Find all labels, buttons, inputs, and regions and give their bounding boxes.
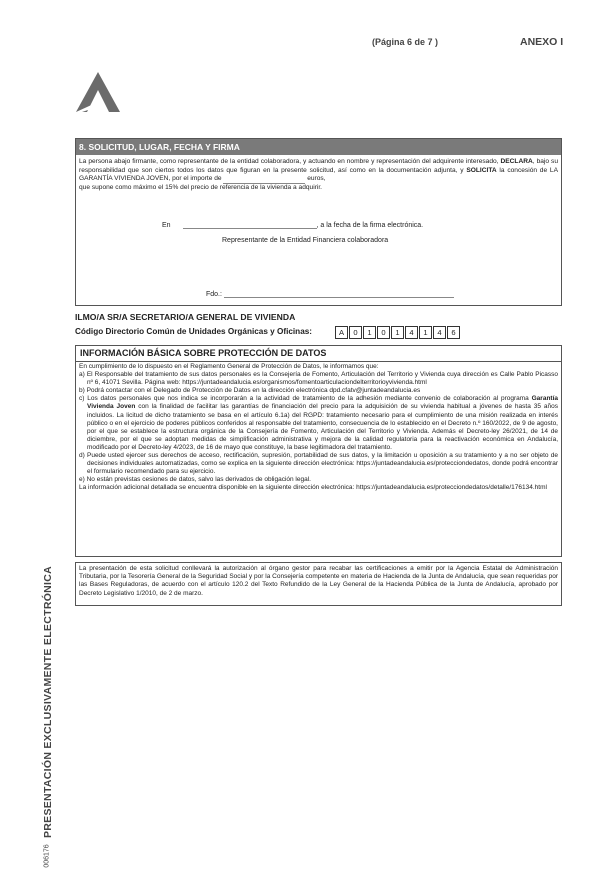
code-char: 1 bbox=[363, 326, 376, 339]
declaration-part-1: La persona abajo firmante, como representante de la entidad colaboradora, y actuando en nombre y representación del adquirente interesado, bbox=[79, 158, 501, 165]
data-protection-title: INFORMACIÓN BÁSICA SOBRE PROTECCIÓN DE DATOS bbox=[76, 346, 561, 362]
authorization-note-box bbox=[75, 562, 562, 606]
declara-word: DECLARA bbox=[500, 158, 533, 165]
declaration-text bbox=[76, 155, 561, 192]
date-text: , a la fecha de la firma electrónica. bbox=[316, 222, 424, 229]
declaration-part-2: , bajo su responsabilidad que son ciertos todos los datos que figuran en la presente solicitud, así como en la documentación adjunta, y bbox=[79, 158, 558, 174]
place-date-row bbox=[162, 222, 423, 229]
place-field[interactable] bbox=[183, 228, 317, 229]
annex-label: ANEXO I bbox=[520, 36, 564, 48]
code-char: A bbox=[335, 326, 348, 339]
code-char: 0 bbox=[349, 326, 362, 339]
euros-label: euros, bbox=[305, 175, 326, 183]
document-code: 006176 bbox=[43, 844, 51, 868]
declaration-part-4: que supone como máximo el 15% del precio de referencia de la vivienda a adquirir. bbox=[79, 183, 323, 191]
en-label: En bbox=[162, 222, 171, 229]
code-char: 1 bbox=[391, 326, 404, 339]
item-c-program-name: Garantía Vivienda Joven bbox=[87, 395, 558, 411]
declaration-part-3: la concesión de LA GARANTÍA VIVIENDA JOVEN, por el importe de bbox=[79, 166, 558, 183]
data-protection-item-c bbox=[79, 395, 558, 452]
directory-code-label: Código Directorio Común de Unidades Orgánicas y Oficinas: bbox=[75, 327, 313, 336]
page-number: (Página 6 de 7 ) bbox=[372, 37, 439, 47]
representative-label: Representante de la Entidad Financiera colaboradora bbox=[222, 237, 389, 244]
data-protection-more-info: La información adicional detallada se encuentra disponible en la siguiente dirección electrónica: https://juntadeandalucia.es/protecciondedatos/detalle/176134.html bbox=[79, 484, 547, 492]
fdo-label: Fdo.: bbox=[206, 291, 222, 298]
code-char: 4 bbox=[405, 326, 418, 339]
data-protection-intro: En cumplimiento de lo dispuesto en el Reglamento General de Protección de Datos, le informamos que: bbox=[79, 363, 379, 370]
data-protection-item-a: a) El Responsable del tratamiento de sus datos personales es la Consejería de Fomento, Articulación del Territorio y Vivienda cuya dirección es Calle Pablo Picasso nº 6, 41071 Sevilla. Página web: https://juntadeandalucia.es/organismos/fomentoarticulaciondelterritorioyvivienda.html bbox=[79, 371, 558, 387]
authorization-note: La presentación de esta solicitud conllevará la autorización al órgano gestor para recabar las certificaciones a emitir por la Agencia Estatal de Administración Tributaria, por la Tesorería General de la Seguridad Social y por la Consejería competente en materia de Hacienda de la Junta de Andalucía, que sean requeridas por las Bases Reguladoras, de acuerdo con el artículo 120.2 del Texto Refundido de la Ley General de la Hacienda Pública de la Junta de Andalucía, aprobado por Decreto Legislativo 1/2010, de 2 de marzo. bbox=[79, 565, 558, 597]
addressee-title: ILMO/A SR/A SECRETARIO/A GENERAL DE VIVIENDA bbox=[75, 312, 296, 322]
junta-andalucia-logo-icon bbox=[76, 72, 120, 112]
data-protection-body bbox=[76, 362, 561, 494]
solicita-word: SOLICITA bbox=[466, 166, 497, 174]
item-c-part-2: con la finalidad de facilitar las garantías de financiación del precio para la adquisición de su vivienda habitual a jóvenes de hasta 35 años incluidos. La licitud de dicho tratamiento se basa en el artículo 6.1a) del RGPD: tratamiento necesario para el cumplimiento de una misión realizada en interés público o en el ejercicio de poderes públicos conferidos al responsable del tratamiento, consecuencia de lo establecido en el Decreto n.º 160/2022, de 9 de agosto, por el que se establece la estructura orgánica de la Consejería de Fomento, Articulación del Territorio y Vivienda. Además el Decreto-ley 26/2021, de 14 de diciembre, por el que se adoptan medidas de simplificación administrativa y mejora de la calidad regulatoria para la reactivación económica en Andalucía, modificado por el Decreto-ley 4/2023, de 16 de mayo que constituye, la base legitimadora del tratamiento. bbox=[87, 403, 558, 451]
data-protection-item-e: e) No están previstas cesiones de datos, salvo las derivados de obligación legal. bbox=[79, 476, 311, 484]
code-char: 4 bbox=[433, 326, 446, 339]
item-c-part-1: c) Los datos personales que nos indica se incorporarán a la actividad de tratamiento de la adhesión mediante convenio de colaboración al programa bbox=[79, 395, 532, 403]
code-char: 1 bbox=[419, 326, 432, 339]
signature-field[interactable] bbox=[224, 297, 454, 298]
code-char: 0 bbox=[377, 326, 390, 339]
data-protection-item-b: b) Podrá contactar con el Delegado de Protección de Datos en la dirección electrónica dpd.cfatv@juntadeandalucia.es bbox=[79, 387, 421, 395]
section-8-title: 8. SOLICITUD, LUGAR, FECHA Y FIRMA bbox=[76, 139, 561, 155]
electronic-submission-vertical-label: PRESENTACIÓN EXCLUSIVAMENTE ELECTRÓNICA bbox=[42, 565, 54, 839]
code-char: 6 bbox=[447, 326, 460, 339]
data-protection-item-d: d) Puede usted ejercer sus derechos de acceso, rectificación, supresión, portabilidad de sus datos, y la limitación u oposición a su tratamiento y a no ser objeto de decisiones individuales automatizadas, como se explica en la siguiente dirección electrónica: https://juntadeandalucia.es/protecciondedatos, donde podrá encontrar el formulario recomendado para su ejercicio. bbox=[79, 452, 558, 476]
signature-row bbox=[206, 291, 454, 298]
data-protection-box bbox=[75, 345, 562, 557]
directory-code-boxes bbox=[335, 326, 461, 339]
